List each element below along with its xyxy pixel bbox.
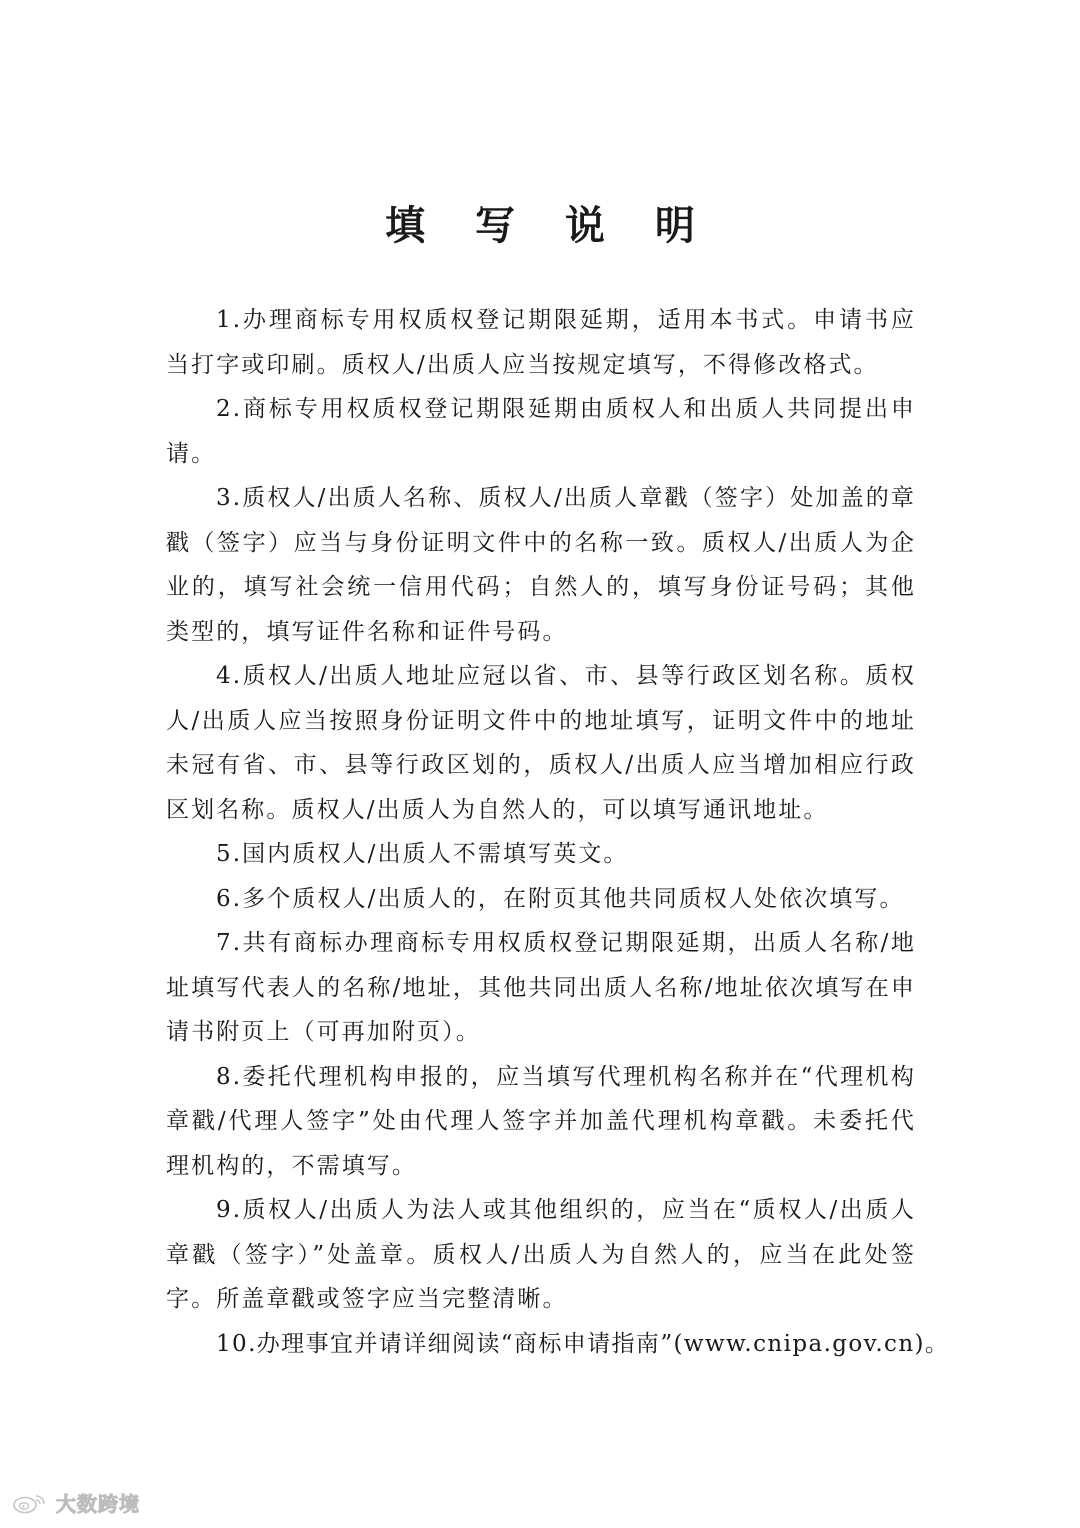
instruction-item-7: 7.共有商标办理商标专用权质权登记期限延期，出质人名称/地址填写代表人的名称/地址，其他共同出质人名称/地址依次填写在申请书附页上（可再加附页）。: [166, 930, 916, 1045]
instruction-item-2: 2.商标专用权质权登记期限延期由质权人和出质人共同提出申请。: [166, 396, 916, 467]
instruction-item-4: 4.质权人/出质人地址应冠以省、市、县等行政区划名称。质权人/出质人应当按照身份证明文件中的地址填写，证明文件中的地址未冠有省、市、县等行政区划的，质权人/出质人应当增加相应行政区划名称。质权人/出质人为自然人的，可以填写通讯地址。: [166, 663, 916, 823]
watermark-text: 大数跨境: [56, 1492, 140, 1516]
watermark: [12, 1488, 140, 1517]
document-title: 填 写 说 明: [385, 202, 713, 249]
instruction-item-10: 10.办理事宜并请详细阅读“商标申请指南”(www.cnipa.gov.cn)。: [216, 1330, 950, 1357]
weibo-logo-icon: [12, 1492, 50, 1514]
instruction-item-5: 5.国内质权人/出质人不需填写英文。: [216, 841, 629, 867]
instruction-item-9: 9.质权人/出质人为法人或其他组织的，应当在“质权人/出质人章戳（签字）”处盖章。质权人/出质人为自然人的，应当在此处签字。所盖章戳或签字应当完整清晰。: [166, 1197, 916, 1312]
instruction-item-6: 6.多个质权人/出质人的，在附页其他共同质权人处依次填写。: [216, 885, 905, 912]
instruction-item-8: 8.委托代理机构申报的，应当填写代理机构名称并在“代理机构章戳/代理人签字”处由代理人签字并加盖代理机构章戳。未委托代理机构的，不需填写。: [166, 1063, 916, 1179]
instructions-body: [166, 298, 950, 1366]
instruction-item-1: 1.办理商标专用权质权登记期限延期，适用本书式。申请书应当打字或印刷。质权人/出质人应当按规定填写，不得修改格式。: [166, 307, 916, 378]
instruction-item-3: 3.质权人/出质人名称、质权人/出质人章戳（签字）处加盖的章戳（签字）应当与身份证明文件中的名称一致。质权人/出质人为企业的，填写社会统一信用代码；自然人的，填写身份证号码；其他类型的，填写证件名称和证件号码。: [166, 485, 916, 645]
